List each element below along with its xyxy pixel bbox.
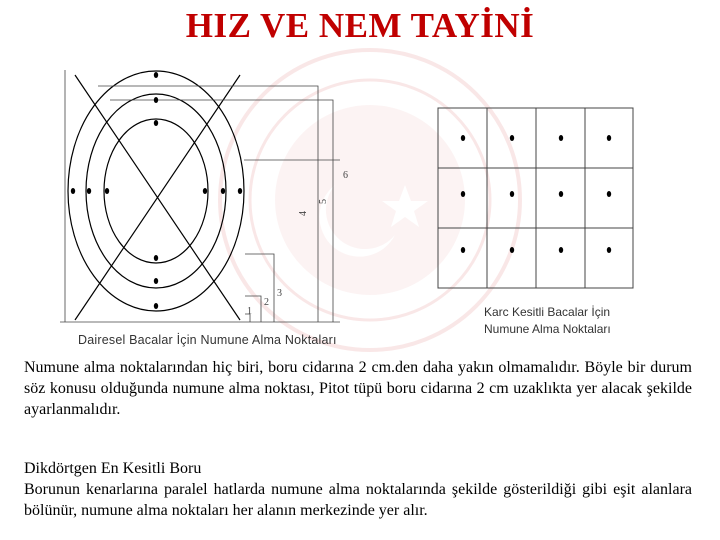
paragraph-sampling-distance: Numune alma noktalarından hiç biri, boru cidarına 2 cm.den daha yakın olmamalıdır. Böyle bir durum söz konusu olduğunda numune alma noktası, Pitot tüpü boru cidarına 2 cm uzaklıkta yer alacak şekilde ayarlanmalıdır. [24, 359, 692, 418]
circular-figure-caption: Dairesel Bacalar İçin Numune Alma Noktaları [78, 333, 337, 347]
duct-outer-circle [68, 71, 244, 311]
circular-duct-figure [60, 70, 340, 322]
distance-label: 2 [264, 297, 269, 308]
section-rectangular-duct [24, 458, 692, 521]
distance-label: 3 [277, 288, 282, 299]
page-title: HIZ VE NEM TAYİNİ [185, 6, 535, 45]
caption-line: Karc Kesitli Bacalar İçin [484, 305, 611, 319]
distance-label: 5 [318, 199, 329, 204]
distance-label: 6 [343, 170, 348, 181]
rectangular-duct-figure [438, 108, 633, 288]
section-body: Borunun kenarlarına paralel hatlarda numune alma noktalarında şekilde gösterildiği gibi eşit alanlara bölünür, numune alma noktaları her alanın merkezinde yer alır. [24, 481, 692, 519]
distance-label: 1 [247, 306, 252, 317]
section-heading: Dikdörtgen En Kesitli Boru [24, 460, 202, 477]
rectangular-figure-caption [484, 304, 654, 338]
distance-bracket [110, 100, 333, 322]
caption-line: Numune Alma Noktaları [484, 322, 611, 336]
distance-bracket [98, 86, 318, 322]
distance-label: 4 [298, 211, 309, 216]
